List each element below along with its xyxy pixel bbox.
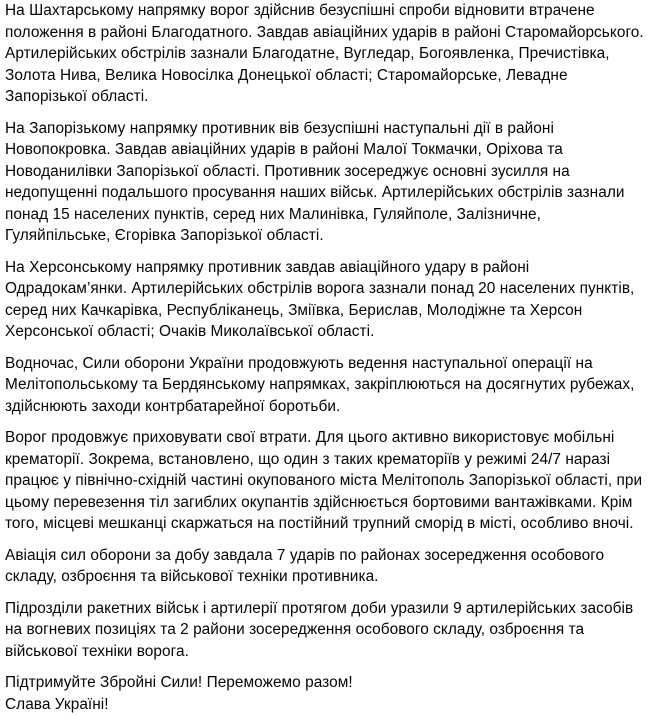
paragraph-kherson-direction: На Херсонському напрямку противник завдав авіаційного удару в районі Одрадокам’янки. Артилерійських обстрілів ворога зазнали понад 20 населених пунктів, серед них Качкарівка, Республіканець, Зміївка, Берислав, Молодіжне та Херсон Херсонської області; Очаків Миколаївської області. <box>5 258 635 340</box>
paragraph-missile-artillery: Підрозділи ракетних військ і артилерії протягом доби уразили 9 артилерійських засобів на вогневих позиціях та 2 райони зосередження особового складу, озброєння та військової техніки ворога. <box>5 599 634 660</box>
closing-glory-line: Слава Україні! <box>5 695 109 713</box>
closing-paragraph <box>5 672 648 715</box>
paragraph-aviation-strikes: Авіація сил оборони за добу завдала 7 ударів по районах зосередження особового складу, озброєння та військової техніки противника. <box>5 546 605 585</box>
paragraph-offensive-operation: Водночас, Сили оборони України продовжують ведення наступальної операції на Мелітопольському та Бердянському напрямках, закріплюються на досягнутих рубежах, здійснюють заходи контрбатарейної боротьби. <box>5 354 635 415</box>
paragraph-zaporizhzhia-direction: На Запорізькому напрямку противник вів безуспішні наступальні дії в районі Новопокровка. Завдав авіаційних ударів в районі Малої Токмачки, Оріхова та Новоданилівки Запорізької області. Противник зосереджує основні зусилля на недопущенні подальшого просування наших військ. Артилерійських обстрілів зазнали понад 15 населених пунктів, серед них Малинівка, Гуляйполе, Залізничне, Гуляйпільське, Єгорівка Запорізької області. <box>5 119 625 244</box>
paragraph-shakhtarsk-direction: На Шахтарському напрямку ворог здійснив безуспішні спроби відновити втрачене положення в районі Благодатного. Завдав авіаційних ударів в районі Старомайорського. Артилерійських обстрілів зазнали Благодатне, Вугледар, Богоявленка, Пречистівка, Золота Нива, Велика Новосілка Донецької області; Старомайорське, Левадне Запорізької області. <box>5 2 644 105</box>
paragraph-enemy-losses: Ворог продовжує приховувати свої втрати. Для цього активно використовує мобільні крематорії. Зокрема, встановлено, що один з таких крематоріїв у режимі 24/7 наразі працює у північно-східній частині окупованого міста Мелітополь Запорізької області, при цьому перевезення тіл загиблих окупантів здійснюється бортовими вантажівками. Крім того, місцеві мешканці скаржаться на постійний трупний сморід в місті, особливо вночі. <box>5 429 643 532</box>
closing-support-line: Підтримуйте Збройні Сили! Переможемо разом! <box>5 674 353 691</box>
